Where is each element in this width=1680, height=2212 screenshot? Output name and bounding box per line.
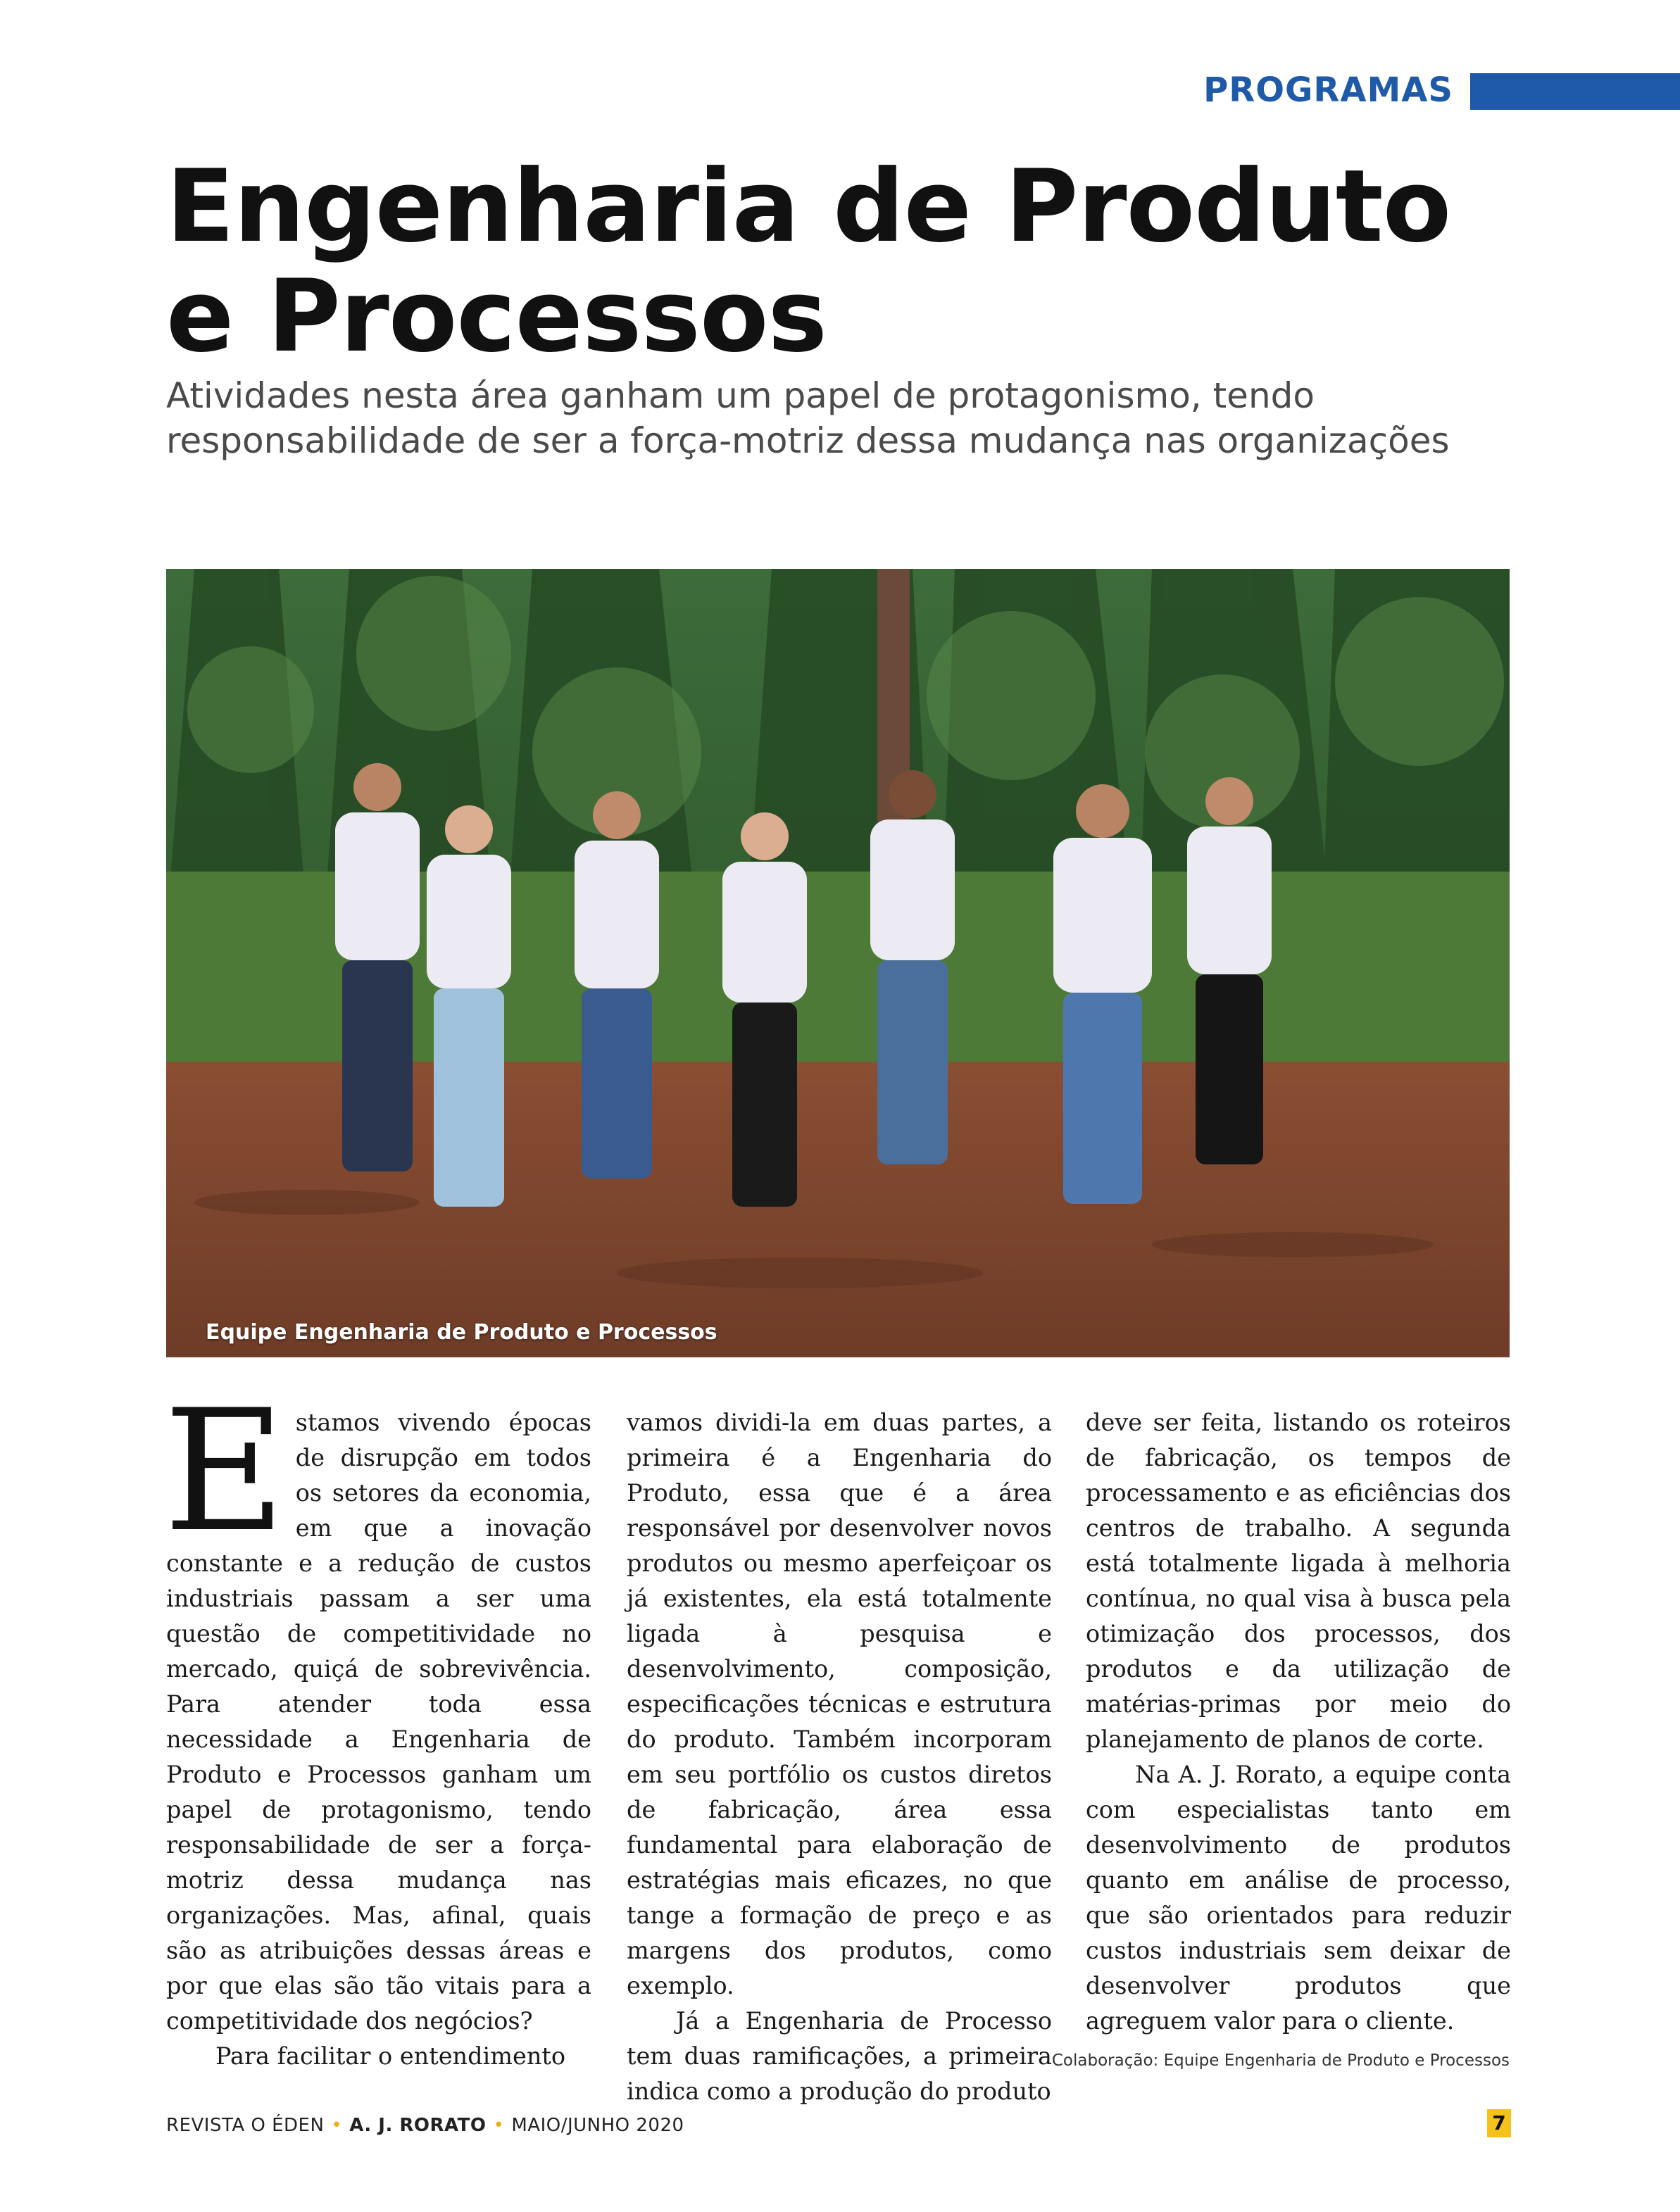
brand-name: A. J. RORATO xyxy=(349,2115,487,2136)
section-label: PROGRAMAS xyxy=(1203,70,1453,110)
article-title: Engenharia de Produto e Processos xyxy=(166,149,1451,375)
magazine-name: REVISTA O ÉDEN xyxy=(166,2115,325,2136)
article-paragraph: Na A. J. Rorato, a equipe conta com especialistas tanto em desenvolvimento de produtos quanto em análise de processo, que são orientados para reduzir custos industriais sem deixar de desenvolver produtos que agreguem valor para o cliente. xyxy=(1086,1761,1511,2035)
article-paragraph: Já a Engenharia de Processo tem duas ramificações, a primeira indica como a produção do produto xyxy=(627,2007,1052,2105)
issue-date: MAIO/JUNHO 2020 xyxy=(511,2115,684,2136)
article-column-2 xyxy=(627,1405,1052,2109)
page-number: 7 xyxy=(1487,2109,1511,2137)
article-paragraph xyxy=(163,1374,591,2039)
paragraph-text: stamos vivendo épocas de disrupção em todos os setores da economia, em que a inovação constante e a redução de custos industriais passam a ser uma questão de competitividade no mercado, quiçá de sobrevivência. Para atender toda essa necessidade a Engenharia de Produto e Processos ganham um papel de protagonismo, tendo responsabilidade de ser a força-motriz dessa mudança nas organizações. Mas, afinal, quais são as atribuições dessas áreas e por que elas são tão vitais para a competitividade dos negócios? xyxy=(166,1409,591,2035)
separator-dot: • xyxy=(493,2115,505,2136)
article-paragraph: Para facilitar o entendimento xyxy=(215,2042,566,2070)
separator-dot: • xyxy=(331,2115,343,2136)
page-footer xyxy=(166,2115,684,2136)
article-credit: Colaboração: Equipe Engenharia de Produto e Processos xyxy=(1051,2051,1510,2070)
team-photo-illustration xyxy=(166,569,1510,1357)
section-accent-bar xyxy=(1470,73,1680,110)
article-column-1 xyxy=(163,1374,591,2074)
article-subtitle: Atividades nesta área ganham um papel de protagonismo, tendo responsabilidade de ser a força-motriz dessa mudança nas organizações xyxy=(166,375,1450,461)
photo-caption: Equipe Engenharia de Produto e Processos xyxy=(206,1320,717,1345)
team-photo xyxy=(166,569,1510,1357)
article-paragraph: deve ser feita, listando os roteiros de fabricação, os tempos de processamento e as eficiências dos centros de trabalho. A segunda está totalmente ligada à melhoria contínua, no qual visa à busca pela otimização dos processos, dos produtos e da utilização de matérias-primas por meio do planejamento de planos de corte. xyxy=(1086,1409,1511,1753)
article-paragraph: vamos dividi-la em duas partes, a primeira é a Engenharia do Produto, essa que é a área responsável por desenvolver novos produtos ou mesmo aperfeiçoar os já existentes, ela está totalmente ligada à pesquisa e desenvolvimento, composição, especificações técnicas e estrutura do produto. Também incorporam em seu portfólio os custos diretos de fabricação, área essa fundamental para elaboração de estratégias mais eficazes, no que tange a formação de preço e as margens dos produtos, como exemplo. xyxy=(627,1409,1052,1999)
article-column-3 xyxy=(1086,1405,1511,2039)
drop-cap: E xyxy=(163,1374,286,1569)
